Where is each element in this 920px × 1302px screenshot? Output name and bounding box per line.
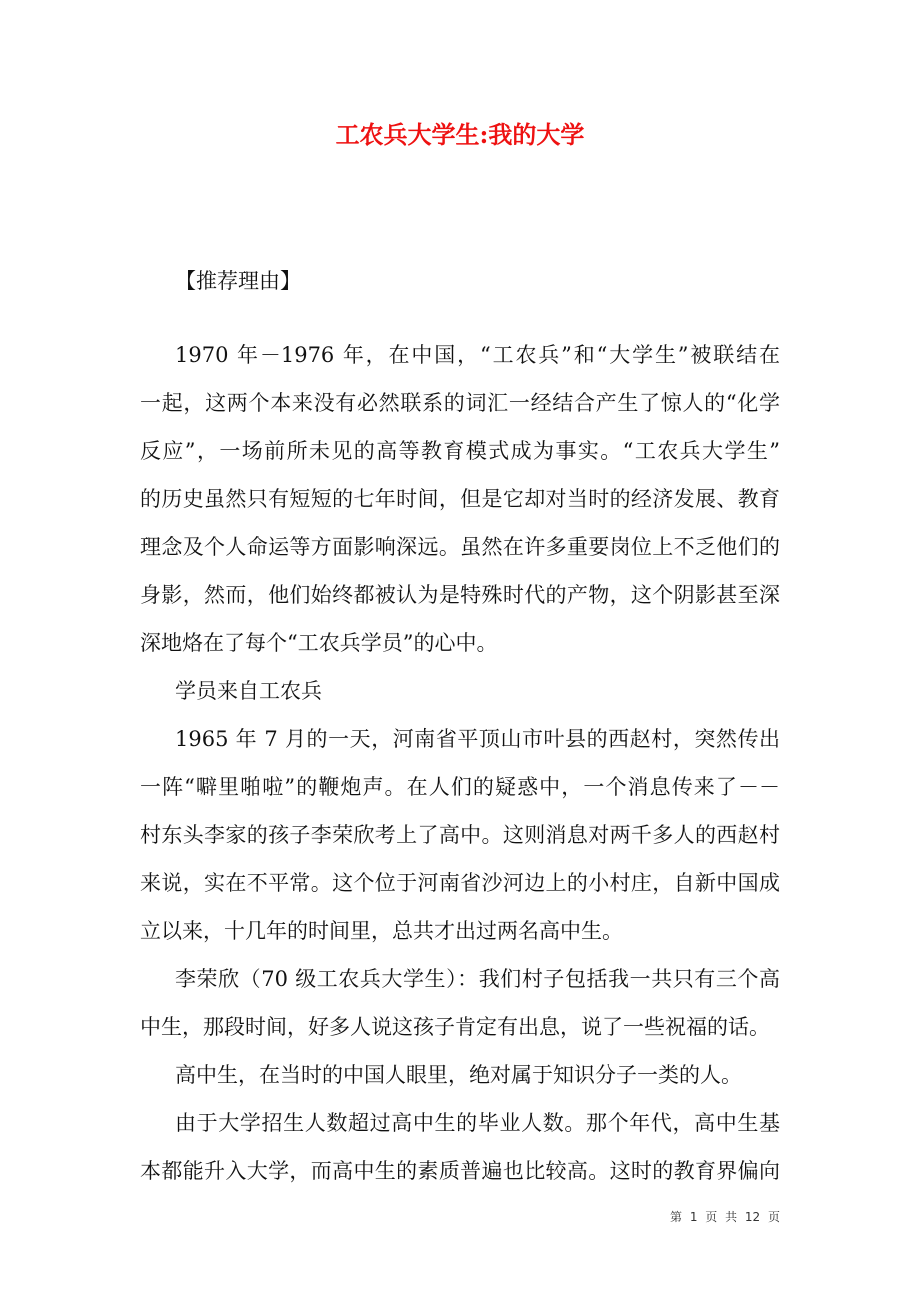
paragraph-line: 高中生，在当时的中国人眼里，绝对属于知识分子一类的人。 xyxy=(175,1063,742,1087)
paragraph-line: 学员来自工农兵 xyxy=(175,679,322,703)
paragraph xyxy=(140,331,780,667)
paragraph xyxy=(140,667,780,715)
section-heading: 【推荐理由】 xyxy=(175,269,301,293)
paragraph-line: 深地烙在了每个“工农兵学员”的心中。 xyxy=(140,631,498,655)
paragraph-line: 中生，那段时间，好多人说这孩子肯定有出息，说了一些祝福的话。 xyxy=(140,1015,770,1039)
paragraph xyxy=(140,1051,780,1099)
paragraph xyxy=(140,715,780,955)
paragraph-line: 立以来，十几年的时间里，总共才出过两名高中生。 xyxy=(140,919,623,943)
page-footer: 第 1 页 共 12 页 xyxy=(670,1210,780,1224)
paragraph-line: 来说，实在不平常。这个位于河南省沙河边上的小村庄，自新中国成 xyxy=(140,871,780,895)
paragraph-line: 身影，然而，他们始终都被认为是特殊时代的产物，这个阴影甚至深 xyxy=(140,583,780,607)
paragraph-line: 由于大学招生人数超过高中生的毕业人数。那个年代，高中生基 xyxy=(175,1111,780,1135)
paragraph xyxy=(140,955,780,1051)
paragraph-line: 反应”，一场前所未见的高等教育模式成为事实。“工农兵大学生” xyxy=(140,439,780,463)
document-title: 工农兵大学生:我的大学 xyxy=(335,120,585,149)
paragraph-line: 李荣欣（70 级工农兵大学生）：我们村子包括我一共只有三个高 xyxy=(175,967,780,991)
paragraph-line: 1965 年 7 月的一天，河南省平顶山市叶县的西赵村，突然传出 xyxy=(175,727,780,751)
document-body xyxy=(140,331,780,1195)
paragraph-line: 1970 年－1976 年，在中国，“工农兵”和“大学生”被联结在 xyxy=(175,343,780,367)
paragraph-line: 一阵“噼里啪啦”的鞭炮声。在人们的疑惑中，一个消息传来了－－ xyxy=(140,775,780,799)
paragraph-line: 理念及个人命运等方面影响深远。虽然在许多重要岗位上不乏他们的 xyxy=(140,535,780,559)
paragraph-line: 本都能升入大学，而高中生的素质普遍也比较高。这时的教育界偏向 xyxy=(140,1159,780,1183)
paragraph-line: 村东头李家的孩子李荣欣考上了高中。这则消息对两千多人的西赵村 xyxy=(140,823,780,847)
paragraph-line: 的历史虽然只有短短的七年时间，但是它却对当时的经济发展、教育 xyxy=(140,487,780,511)
paragraph xyxy=(140,1099,780,1195)
paragraph-line: 一起，这两个本来没有必然联系的词汇一经结合产生了惊人的“化学 xyxy=(140,391,780,415)
